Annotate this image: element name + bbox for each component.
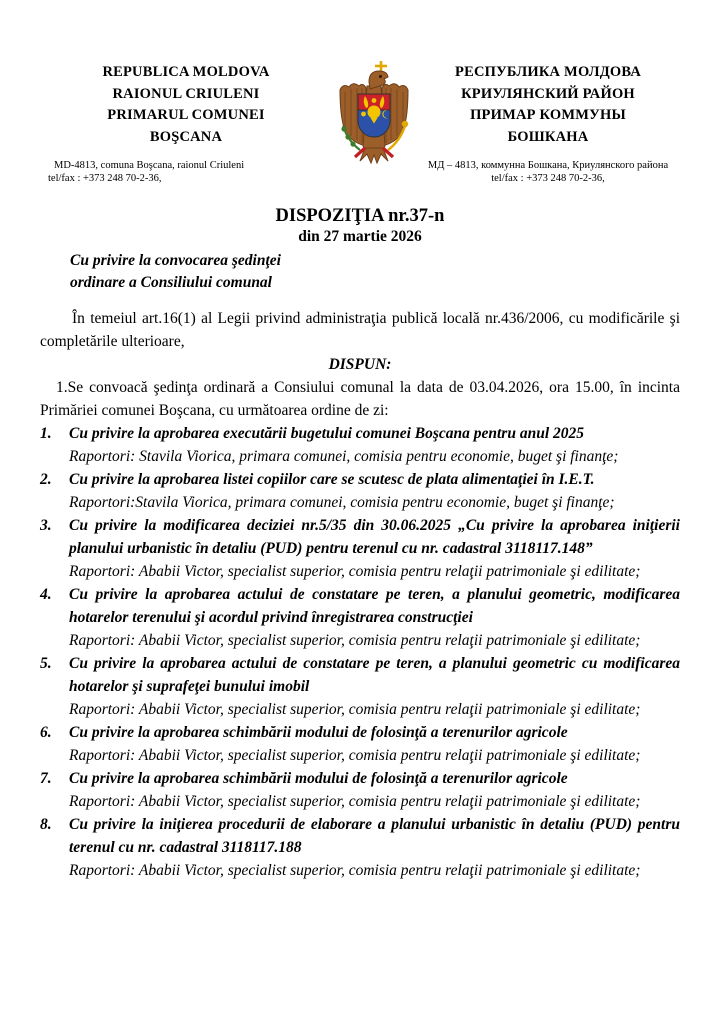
agenda-item-number: 3.	[40, 517, 52, 534]
agenda-item-number: 5.	[40, 655, 52, 672]
agenda-item-number: 4.	[40, 586, 52, 603]
preamble-paragraph: În temeiul art.16(1) al Legii privind administraţia publică locală nr.436/2006, cu modificările şi completările ulterioare,	[40, 310, 680, 350]
letterhead-right-line: ПРИМАР КОММУНЫ	[470, 107, 626, 123]
agenda-item-raportori: Raportori: Ababii Victor, specialist superior, comisia pentru relaţii patrimoniale şi edilitate;	[69, 747, 641, 764]
moldova-coat-of-arms-icon	[334, 58, 414, 168]
agenda-item	[40, 514, 680, 583]
agenda-item	[40, 813, 680, 882]
document-title: DISPOZIŢIA nr.37-n	[275, 206, 445, 226]
letterhead-right-address	[416, 159, 680, 185]
agenda-item-raportori: Raportori: Ababii Victor, specialist superior, comisia pentru relaţii patrimoniale şi edilitate;	[69, 862, 641, 879]
agenda-item-title: Cu privire la aprobarea listei copiilor care se scutesc de plata alimentaţiei în I.E.T.	[69, 471, 595, 488]
agenda-item	[40, 767, 680, 813]
agenda-item	[40, 422, 680, 468]
agenda-item-raportori: Raportori:Stavila Viorica, primara comunei, comisia pentru economie, buget şi finanţe;	[69, 494, 615, 511]
convocation-paragraph: 1.Se convoacă şedinţa ordinară a Consiului comunal la data de 03.04.2026, ora 15.00, în incinta Primăriei comunei Boşcana, cu următoarea ordine de zi:	[40, 379, 680, 419]
emblem-container	[332, 56, 416, 168]
agenda-item-number: 6.	[40, 724, 52, 741]
subject-line: ordinare a Consiliului comunal	[70, 273, 272, 291]
agenda-item-number: 2.	[40, 471, 52, 488]
agenda-item-title: Cu privire la aprobarea actului de constatare pe teren, a planului geometric cu modificarea hotarelor şi suprafeţei bunului imobil	[69, 655, 680, 695]
agenda-item-raportori: Raportori: Ababii Victor, specialist superior, comisia pentru relaţii patrimoniale şi edilitate;	[69, 632, 641, 649]
letterhead-right-line: КРИУЛЯНСКИЙ РАЙОН	[461, 85, 635, 102]
letterhead-left-line: BOŞCANA	[149, 128, 223, 145]
dispun-heading: DISPUN:	[328, 356, 392, 373]
telfax-line: tel/fax : +373 248 70-2-36,	[491, 173, 605, 184]
address-line: MD-4813, comuna Boşcana, raionul Criuleni	[54, 160, 245, 171]
agenda-item	[40, 652, 680, 721]
letterhead-left	[40, 56, 332, 185]
agenda-item-raportori: Raportori: Ababii Victor, specialist superior, comisia pentru relaţii patrimoniale şi edilitate;	[69, 701, 641, 718]
letterhead-left-line: REPUBLICA MOLDOVA	[102, 64, 270, 80]
agenda-item-title: Cu privire la aprobarea schimbării modului de folosinţă a terenurilor agricole	[69, 724, 568, 741]
document-date: din 27 martie 2026	[298, 228, 422, 245]
subject-line: Cu privire la convocarea şedinţei	[70, 252, 281, 269]
agenda-item-raportori: Raportori: Stavila Viorica, primara comunei, comisia pentru economie, buget şi finanţe;	[69, 448, 619, 465]
agenda-item	[40, 468, 680, 514]
agenda-item-title: Cu privire la aprobarea schimbării modului de folosinţă a terenurilor agricole	[69, 770, 568, 787]
letterhead-left-address	[40, 159, 332, 185]
document-subject	[70, 250, 680, 293]
address-line: МД – 4813, коммунна Бошкана, Криулянского района	[427, 160, 669, 171]
telfax-line: tel/fax : +373 248 70-2-36,	[48, 173, 162, 184]
agenda-item-number: 7.	[40, 770, 52, 787]
agenda-item-raportori: Raportori: Ababii Victor, specialist superior, comisia pentru relaţii patrimoniale şi edilitate;	[69, 563, 641, 580]
agenda-item-title: Cu privire la modificarea deciziei nr.5/35 din 30.06.2025 „Cu privire la aprobarea iniţierii planului urbanistic în detaliu (PUD) pentru terenul cu nr. cadastral 3118117.148”	[69, 517, 680, 557]
letterhead-right-line: РЕСПУБЛИКА МОЛДОВА	[455, 64, 641, 80]
agenda-item-number: 8.	[40, 816, 52, 833]
agenda-item	[40, 721, 680, 767]
agenda-item-raportori: Raportori: Ababii Victor, specialist superior, comisia pentru relaţii patrimoniale şi edilitate;	[69, 793, 641, 810]
letterhead-right-line: БОШКАНА	[507, 128, 589, 145]
agenda-item-title: Cu privire la aprobarea executării bugetului comunei Boşcana pentru anul 2025	[69, 425, 585, 442]
letterhead-left-line: RAIONUL CRIULENI	[112, 85, 260, 102]
agenda-list	[40, 422, 680, 882]
letterhead-left-line: PRIMARUL COMUNEI	[107, 107, 265, 123]
agenda-item	[40, 583, 680, 652]
letterhead	[40, 56, 680, 185]
letterhead-right	[416, 56, 680, 185]
agenda-item-number: 1.	[40, 425, 52, 442]
agenda-item-title: Cu privire la aprobarea actului de constatare pe teren, a planului geometric, modificarea hotarelor terenului şi acordul privind înregistrarea construcţiei	[69, 586, 680, 626]
agenda-item-title: Cu privire la iniţierea procedurii de elaborare a planului urbanistic în detaliu (PUD) pentru terenul cu nr. cadastral 3118117.188	[69, 816, 680, 856]
